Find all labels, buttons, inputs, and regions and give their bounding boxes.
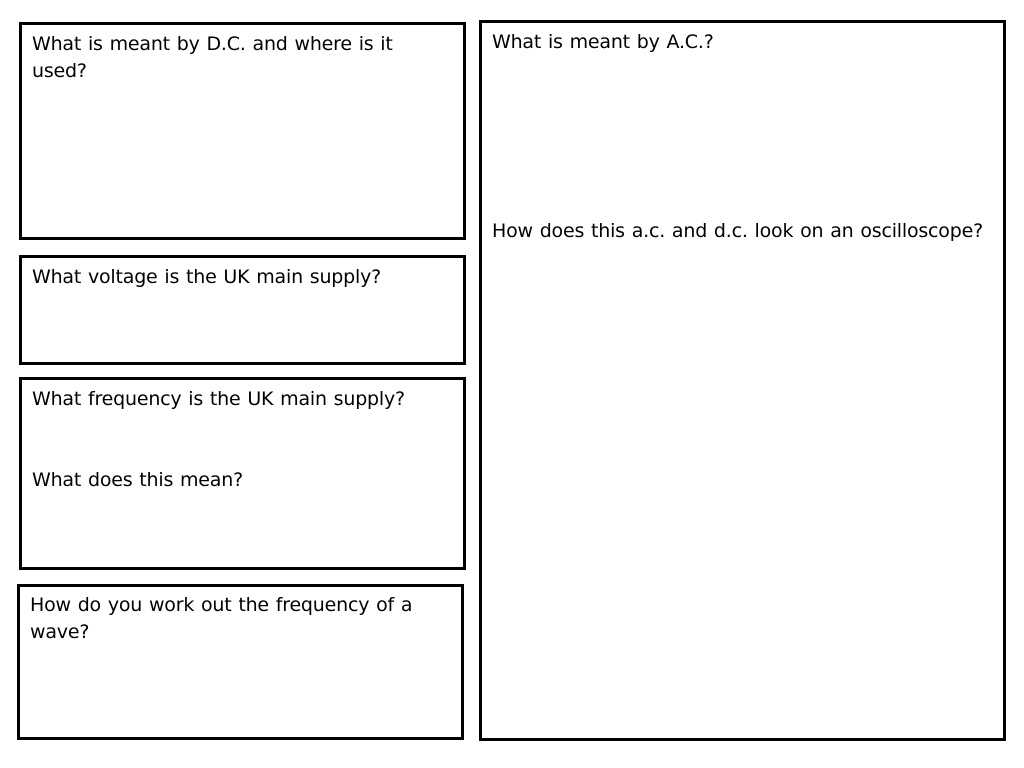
wave-frequency-question-box [17,584,464,740]
frequency-meaning-question-text: What does this mean? [32,469,243,491]
ac-question-text: What is meant by A.C.? [492,31,714,53]
dc-question-box [19,22,466,240]
frequency-question-text: What frequency is the UK main supply? [32,388,405,410]
dc-question-text: What is meant by D.C. and where is it used? [32,33,393,82]
ac-question-box [479,20,1006,741]
voltage-question-text: What voltage is the UK main supply? [32,266,382,288]
voltage-question-box [19,255,466,365]
frequency-question-box [19,377,466,570]
wave-frequency-question-text: How do you work out the frequency of a wave? [30,594,413,643]
oscilloscope-question-text: How does this a.c. and d.c. look on an oscilloscope? [492,220,983,242]
